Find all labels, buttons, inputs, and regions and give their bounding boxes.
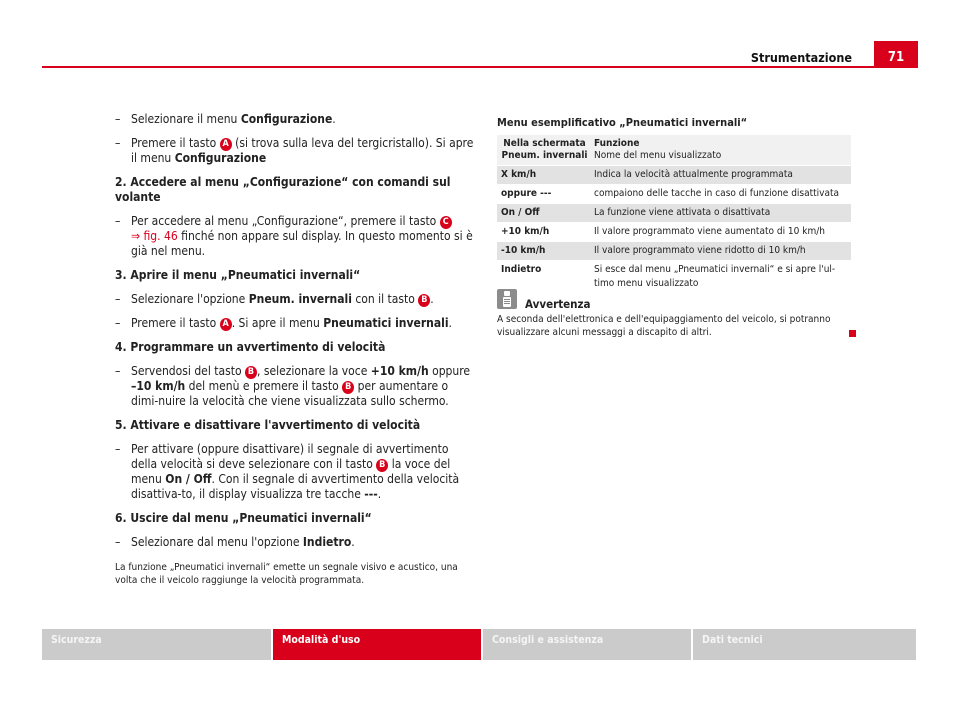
key-c-icon: C [440,216,452,229]
text: Per attivare (oppure disattivare) il segnale di avvertimento della velocità si deve selezionare con il tasto [131,442,449,471]
text: . Si apre il menu [231,316,324,330]
table-cell: On / Off [501,207,540,218]
step-heading: 3. Aprire il menu „Pneumatici invernali“ [115,268,361,282]
text: oppure [428,364,471,378]
bold-term: –10 km/h [131,379,186,393]
text: finché non appare sul display. In questo momento si è già nel menu. [131,229,473,258]
text: Servendosi del tasto [131,364,245,378]
header-text: Nome del menu visualizzato [594,150,722,161]
table-row [497,204,851,223]
instructions-column [115,112,475,587]
text: . [430,292,434,306]
bold-term: On / Off [165,472,212,486]
dash: – [115,292,121,306]
bold-term: +10 km/h [370,364,429,378]
bold-term: Pneumatici invernali [323,316,449,330]
header-cell: Nella schermata Pneum. invernali [501,138,588,161]
table-cell: La funzione viene attivata o disattivata [594,207,771,218]
text: . [332,112,336,126]
bold-term: Configurazione [240,112,333,126]
footnote: La funzione „Pneumatici invernali“ emette un segnale visivo e acustico, una volta che il veicolo raggiunge la velocità programmata. [115,562,458,586]
list-item [115,442,475,502]
key-a-icon: A [220,318,232,331]
bold-term: --- [364,487,378,501]
list-item [115,535,475,550]
figure-reference-link[interactable]: ⇒ fig. 46 [131,229,178,243]
table-cell: -10 km/h [501,245,546,256]
bold-term: Indietro [302,535,352,549]
table-cell: Si esce dal menu „Pneumatici invernali“ e si apre l'ul-timo menu visualizzato [594,264,836,289]
text: con il tasto [351,292,419,306]
text: Premere il tasto [131,316,220,330]
text: . [448,316,452,330]
table-cell: Indica la velocità attualmente programmata [594,169,793,180]
dash: – [115,112,121,126]
step-heading: 5. Attivare e disattivare l'avvertimento di velocità [115,418,421,432]
section-title: Strumentazione [750,50,852,65]
dash: – [115,535,121,549]
table-row [497,242,851,261]
tab-modalita-duso[interactable]: Modalità d'uso [273,629,481,660]
menu-table [497,135,851,294]
dash: – [115,214,121,228]
header-bold: Funzione [594,138,640,149]
text: Selezionare il menu [131,112,241,126]
tab-dati-tecnici[interactable]: Dati tecnici [693,629,916,660]
list-item [115,112,475,127]
tab-sicurezza[interactable]: Sicurezza [42,629,271,660]
key-b-icon: B [342,381,354,394]
text: del menù e premere il tasto [185,379,343,393]
table-row [497,166,851,185]
list-item [115,292,475,307]
text: per aumentare o dimi-nuire la velocità che viene visualizzata sullo schermo. [131,379,449,408]
table-cell: +10 km/h [501,226,550,237]
table-cell: X km/h [501,169,537,180]
table-row [497,185,851,204]
footer-nav [42,629,918,660]
dash: – [115,364,121,378]
page-number: 71 [874,41,918,68]
text: (si trova sulla leva del tergicristallo). Si apre il menu [131,136,474,165]
header-cell [591,136,851,164]
table-row [497,261,851,294]
tab-consigli-assistenza[interactable]: Consigli e assistenza [483,629,691,660]
step-heading: 4. Programmare un avvertimento di velocità [115,340,386,354]
key-a-icon: A [220,138,232,151]
warning-title: Avvertenza [525,297,591,311]
dash: – [115,316,121,330]
text: , selezionare la voce [256,364,371,378]
list-item [115,214,475,259]
dash: – [115,136,121,150]
list-item [115,364,475,409]
list-item [115,136,475,166]
table-row [497,223,851,242]
table-title: Menu esemplificativo „Pneumatici invernali“ [497,116,748,129]
step-heading: 6. Uscire dal menu „Pneumatici invernali“ [115,511,372,525]
table-cell: oppure --- [501,188,552,199]
text: . [377,487,382,501]
table-cell: Indietro [501,264,542,275]
step-heading: 2. Accedere al menu „Configurazione“ con comandi sul volante [115,175,451,204]
text: Selezionare dal menu l'opzione [131,535,303,549]
header-rule [42,66,918,68]
text: . Con il segnale di avvertimento della velocità disattiva-to, il display visualizza tre tacche [131,472,460,501]
text: Selezionare l'opzione [131,292,249,306]
table-cell: Il valore programmato viene ridotto di 10 km/h [594,245,806,256]
bold-term: Configurazione [174,151,267,165]
table-cell: Il valore programmato viene aumentato di 10 km/h [594,226,825,237]
text: Per accedere al menu „Configurazione“, premere il tasto [131,214,440,228]
key-b-icon: B [245,366,257,379]
warning-text: A seconda dell'elettronica e dell'equipaggiamento del veicolo, si potranno visualizzare alcuni messaggi a discapito di altri. [497,314,831,338]
key-b-icon: B [376,459,388,472]
table-cell: compaiono delle tacche in caso di funzione disattivata [594,188,840,199]
text: la voce del menu [131,457,451,486]
list-item [115,316,475,331]
dash: – [115,442,121,456]
text: Premere il tasto [131,136,220,150]
key-b-icon: B [418,294,430,307]
info-note-icon [497,289,517,309]
text: . [351,535,355,549]
table-header-row [497,135,851,166]
section-end-marker [849,330,856,337]
bold-term: Pneum. invernali [248,292,352,306]
